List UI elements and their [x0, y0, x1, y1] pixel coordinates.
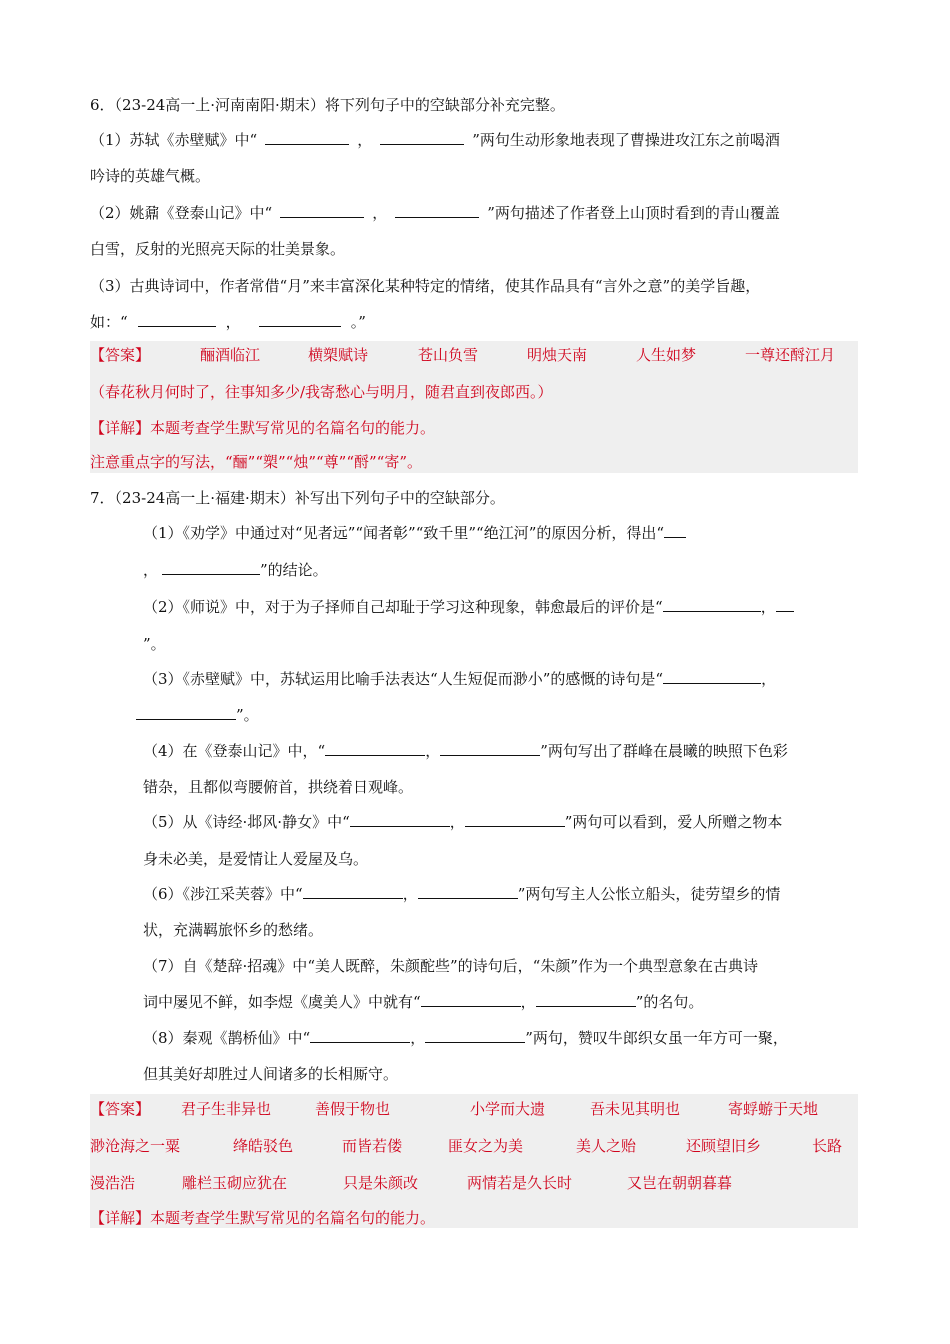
answer-item: 小学而大遗	[470, 1100, 546, 1118]
q6-item-1: （1）苏轼《赤壁赋》中“ ， ”两句生动形象地表现了曹操进攻江东之前喝酒	[90, 131, 780, 149]
q6-item-2: （2）姚鼐《登泰山记》中“ ， ”两句描述了作者登上山顶时看到的青山覆盖	[90, 204, 780, 222]
answer-item: 匪女之为美	[448, 1137, 524, 1155]
q6-item-2-cont: 白雪，反射的光照亮天际的壮美景象。	[90, 240, 346, 258]
blank-input[interactable]	[663, 597, 761, 612]
answer-item: 而皆若偻	[342, 1137, 403, 1155]
q7-item-4-cont: 错杂，且都似弯腰俯首，拱绕着日观峰。	[143, 778, 414, 796]
q6-item-3: （3）古典诗词中，作者常借“月”来丰富深化某种特定的情绪，使其作品具有“言外之意”的美学旨趣，	[90, 277, 761, 295]
blank-input[interactable]	[350, 812, 450, 827]
answer-item: 漫浩浩	[90, 1174, 136, 1192]
answer-item: 明烛天南	[527, 346, 588, 364]
answer-item: 君子生非异也	[181, 1100, 272, 1118]
answer-item: 又岂在朝朝暮暮	[627, 1174, 733, 1192]
q7-item-8-cont: 但其美好却胜过人间诸多的长相厮守。	[143, 1065, 399, 1083]
q7-item-1: （1）《劝学》中通过对“见者远”“闻者彰”“致千里”“绝江河”的原因分析，得出“	[143, 523, 686, 543]
answer-item: 一尊还酹江月	[745, 346, 836, 364]
answer-item: 酾酒临江	[200, 346, 261, 364]
q7-item-7-cont: 词中屡见不鲜，如李煜《虞美人》中就有“ ， ”的名句。	[143, 993, 704, 1011]
answer-item: 吾未见其明也	[590, 1100, 681, 1118]
q7-item-3-cont: ”。	[136, 705, 259, 725]
blank-input[interactable]	[425, 1028, 525, 1043]
blank-input[interactable]	[162, 560, 260, 575]
q7-item-1-cont: ， ”的结论。	[143, 561, 328, 579]
answer-item: 两情若是久长时	[467, 1174, 573, 1192]
q7-item-2-cont: ”。	[143, 635, 166, 653]
answer-item: 美人之贻	[576, 1137, 637, 1155]
q6-item-1-cont: 吟诗的英雄气概。	[90, 167, 211, 185]
blank-input[interactable]	[136, 705, 236, 720]
blank-input[interactable]	[380, 130, 464, 145]
blank-input[interactable]	[664, 523, 686, 538]
q7-item-7: （7）自《楚辞·招魂》中“美人既醉，朱颜酡些”的诗句后，“朱颜”作为一个典型意象在古典诗	[143, 957, 758, 975]
blank-input[interactable]	[418, 884, 518, 899]
q7-detail: 【详解】本题考查学生默写常见的名篇名句的能力。	[90, 1209, 436, 1227]
q7-item-6: （6）《涉江采芙蓉》中“ ， ”两句写主人公怅立船头，徒劳望乡的情	[143, 885, 781, 903]
answer-item: 绛皓驳色	[233, 1137, 294, 1155]
q7-item-8: （8）秦观《鹊桥仙》中“ ， ”两句，赞叹牛郎织女虽一年方可一聚，	[143, 1029, 788, 1047]
blank-input[interactable]	[395, 203, 479, 218]
q6-answer-note: （春花秋月何时了，往事知多少/我寄愁心与明月，随君直到夜郎西。）	[90, 383, 553, 401]
q7-item-5-cont: 身未必美，是爱情让人爱屋及乌。	[143, 850, 369, 868]
answer-label: 【答案】	[90, 1100, 151, 1118]
blank-input[interactable]	[265, 130, 349, 145]
answer-item: 雕栏玉砌应犹在	[182, 1174, 288, 1192]
answer-item: 长路	[812, 1137, 843, 1155]
q7-header: 7．（23-24高一上·福建·期末）补写出下列句子中的空缺部分。	[90, 489, 505, 507]
q7-item-5: （5）从《诗经·邶风·静女》中“ ， ”两句可以看到，爱人所赠之物本	[143, 813, 783, 831]
blank-input[interactable]	[138, 312, 216, 327]
blank-input[interactable]	[280, 203, 364, 218]
answer-item: 寄蜉蝣于天地	[728, 1100, 819, 1118]
blank-input[interactable]	[325, 741, 425, 756]
answer-item: 善假于物也	[315, 1100, 391, 1118]
blank-input[interactable]	[310, 1028, 410, 1043]
answer-item: 苍山负雪	[418, 346, 479, 364]
blank-input[interactable]	[776, 597, 794, 612]
q7-item-2: （2）《师说》中，对于为子择师自己却耻于学习这种现象，韩愈最后的评价是“ ，	[143, 597, 794, 617]
answer-label: 【答案】	[90, 346, 151, 364]
answer-item: 人生如梦	[636, 346, 697, 364]
answer-item: 只是朱颜改	[343, 1174, 419, 1192]
answer-item: 还顾望旧乡	[686, 1137, 762, 1155]
blank-input[interactable]	[465, 812, 565, 827]
answer-item: 横槊赋诗	[308, 346, 369, 364]
q7-item-4: （4）在《登泰山记》中，“ ， ”两句写出了群峰在晨曦的映照下色彩	[143, 742, 788, 760]
blank-input[interactable]	[536, 992, 636, 1007]
q7-item-6-cont: 状，充满羁旅怀乡的愁绪。	[143, 921, 324, 939]
blank-input[interactable]	[303, 884, 403, 899]
q7-item-3: （3）《赤壁赋》中，苏轼运用比喻手法表达“人生短促而渺小”的感慨的诗句是“ ，	[143, 670, 777, 688]
blank-input[interactable]	[421, 992, 521, 1007]
answer-item: 渺沧海之一粟	[90, 1137, 181, 1155]
q6-detail: 【详解】本题考查学生默写常见的名篇名句的能力。	[90, 419, 436, 437]
q6-header: 6．（23-24高一上·河南南阳·期末）将下列句子中的空缺部分补充完整。	[90, 96, 565, 114]
blank-input[interactable]	[663, 669, 761, 684]
blank-input[interactable]	[440, 741, 540, 756]
blank-input[interactable]	[259, 312, 341, 327]
q6-item-3-cont: 如：“ ， 。”	[90, 313, 366, 331]
q6-detail-note: 注意重点字的写法，“酾”“槊”“烛”“尊”“酹”“寄”。	[90, 453, 423, 471]
